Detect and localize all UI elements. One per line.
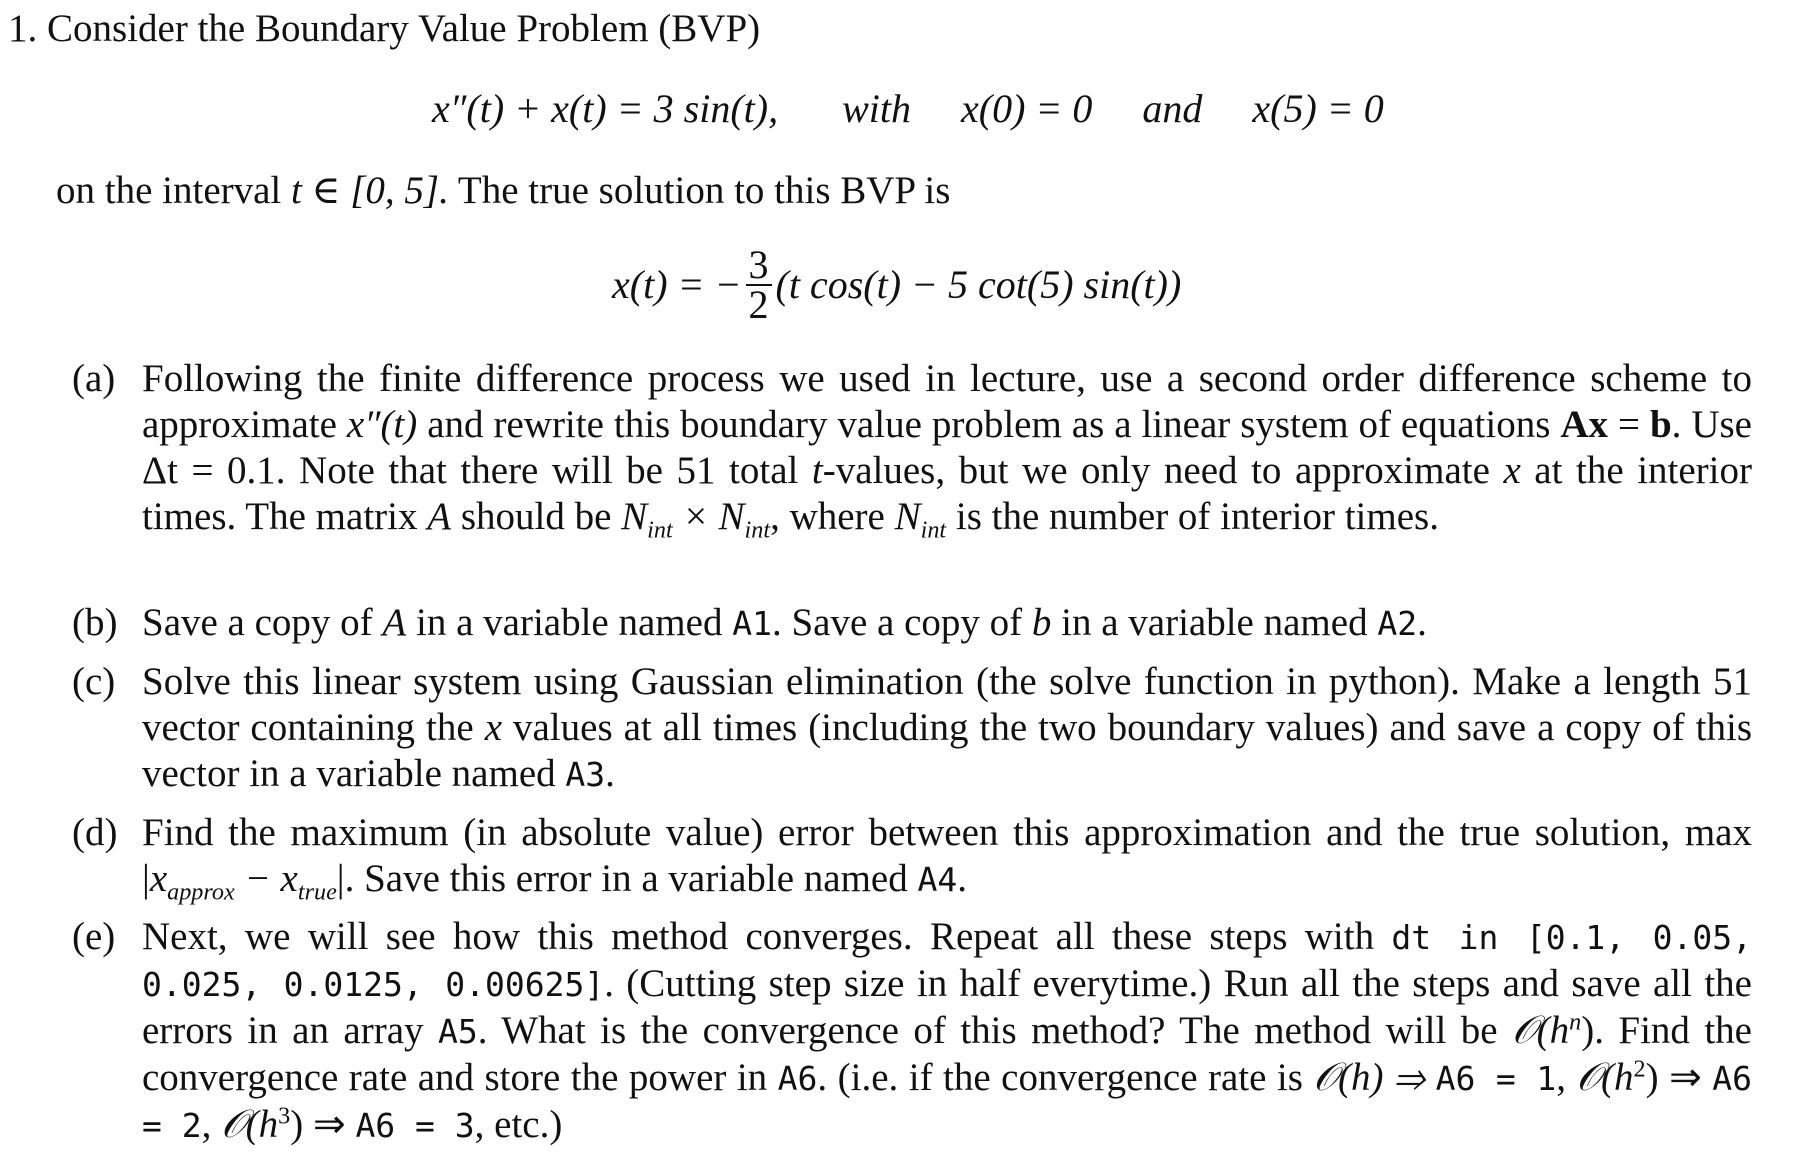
part-e [72, 914, 1752, 1149]
text-run: in a variable named [1051, 601, 1378, 644]
text-run: Δt = 0.1 [142, 449, 276, 492]
text-run: A6 = 2 [142, 1059, 1753, 1145]
part-e-label: (e) [72, 915, 116, 958]
part-d-label: (d) [72, 811, 118, 854]
text-run: |. Save this error in a variable named [336, 857, 918, 900]
text-run: N [621, 495, 648, 538]
text-run: , [1556, 1056, 1577, 1099]
text-run: 𝒪(h [1576, 1056, 1634, 1099]
text-run: x [484, 706, 502, 749]
solution-fraction [746, 242, 772, 327]
text-run: approx [167, 878, 235, 906]
variable-name-code: A2 [1377, 604, 1418, 643]
text-run: . Use [1671, 403, 1752, 446]
text-run: 𝒪(h) ⇒ [1313, 1056, 1436, 1099]
text-run: Save a copy of [142, 601, 383, 644]
part-c-label: (c) [72, 660, 116, 703]
text-run: A6 = 1 [1435, 1059, 1557, 1098]
text-run: 2 [1633, 1055, 1646, 1083]
part-a-label: (a) [72, 357, 116, 400]
text-run: A [427, 495, 452, 538]
part-a [72, 356, 1752, 544]
text-run: in a variable named [406, 601, 733, 644]
text-run: int [920, 516, 947, 544]
text-run: . (i.e. if the convergence rate is [817, 1056, 1314, 1099]
interval-sentence [56, 168, 950, 214]
variable-name-code: A4 [917, 860, 958, 899]
text-run: . Find the convergence rate and store the power in [142, 1009, 1752, 1099]
fraction-numerator: 3 [746, 246, 772, 286]
boundary-condition-right: x(5) = 0 [1252, 86, 1384, 131]
problem-heading: 1. Consider the Boundary Value Problem (BVP) [8, 7, 761, 50]
text-run: , where [770, 495, 895, 538]
part-d-body [142, 810, 1752, 906]
text-run: . [957, 857, 967, 900]
variable-name-code: A5 [437, 1012, 478, 1051]
interval-text-post: The true solution to this BVP is [457, 169, 951, 212]
text-run: x″(t) [346, 403, 418, 446]
part-d [72, 810, 1752, 906]
text-run: = [1608, 403, 1650, 446]
fraction-denominator: 2 [748, 282, 769, 327]
text-run: . What is the convergence of this method? The method will be [477, 1009, 1513, 1052]
text-run: n [1569, 1008, 1582, 1036]
text-run: true [297, 878, 337, 906]
code-snippet: dt in [0.1, 0.05, 0.025, 0.0125, 0.00625] [142, 918, 1752, 1004]
text-run: . Save a copy of [771, 601, 1032, 644]
interval-text-pre: on the interval [56, 169, 282, 212]
text-run: x [149, 857, 168, 900]
part-c-body [142, 659, 1752, 798]
text-run: . [605, 752, 615, 795]
text-run: Next, we will see how this method converges. Repeat all these steps with [142, 915, 1392, 958]
text-run: and rewrite this boundary value problem as a linear system of equations [417, 403, 1561, 446]
boundary-condition-left: x(0) = 0 [961, 86, 1093, 131]
text-run: ) ⇒ [1645, 1056, 1713, 1099]
equation-and: and [1142, 86, 1203, 131]
text-run: A [382, 601, 407, 644]
variable-name-code: A1 [732, 604, 772, 643]
text-run: N [894, 495, 921, 538]
text-run: − x [234, 857, 298, 900]
text-run: Ax [1560, 403, 1609, 446]
text-run: Following the finite difference process we used in lecture, use a second order difference scheme to approximate [142, 357, 1752, 446]
text-run: t [811, 449, 823, 492]
text-run: × N [672, 495, 745, 538]
text-run: b [1031, 601, 1052, 644]
text-run: . (Cutting step size in half everytime.) Run all the steps and save all the errors in an array [142, 962, 1752, 1052]
true-solution [612, 242, 1182, 327]
interval-math: t ∈ [0, 5]. [291, 169, 449, 212]
text-run: . [1417, 601, 1427, 644]
bvp-equation [432, 86, 1384, 132]
text-run: x [1503, 449, 1521, 492]
part-b-body [142, 600, 1752, 647]
text-run: values at all times (including the two boundary values) and save a copy of this vector in a variable named [142, 706, 1753, 795]
text-run: Find the maximum (in absolute value) error between this approximation and the true solution, max | [142, 811, 1752, 900]
part-b [72, 600, 1752, 647]
variable-name-code: A6 [777, 1059, 818, 1098]
text-run: A6 = 3 [355, 1106, 475, 1145]
text-run: 𝒪(h [1512, 1009, 1570, 1052]
text-run: -values, but we only need to approximate [822, 449, 1504, 492]
text-run: ) ⇒ [290, 1103, 356, 1146]
equation-with: with [842, 86, 911, 131]
text-run: 3 [278, 1102, 291, 1130]
solution-lhs: x(t) = − [612, 262, 742, 307]
part-e-body [142, 914, 1752, 1149]
text-run: 𝒪(h [221, 1103, 279, 1146]
part-c [72, 659, 1752, 798]
part-a-body [142, 356, 1752, 544]
text-run: , [201, 1103, 222, 1146]
text-run: at the interior times. The matrix [142, 449, 1752, 538]
solution-rhs: (t cos(t) − 5 cot(5) sin(t)) [775, 262, 1182, 307]
text-run: b [1649, 403, 1672, 446]
text-run: , etc.) [474, 1103, 563, 1146]
equation-lhs: x″(t) + x(t) = 3 sin(t), [432, 86, 779, 131]
text-run: int [744, 516, 771, 544]
variable-name-code: A3 [565, 755, 606, 794]
text-run: . Note that there will be 51 total [275, 449, 812, 492]
text-run: Solve this linear system using Gaussian elimination (the solve function in python). Make a length 51 vector containing the [142, 660, 1752, 749]
text-run: ) [1581, 1009, 1595, 1052]
part-b-label: (b) [72, 601, 118, 644]
text-run: is the number of interior times. [946, 495, 1439, 538]
text-run: int [647, 516, 673, 544]
text-run: should be [451, 495, 622, 538]
